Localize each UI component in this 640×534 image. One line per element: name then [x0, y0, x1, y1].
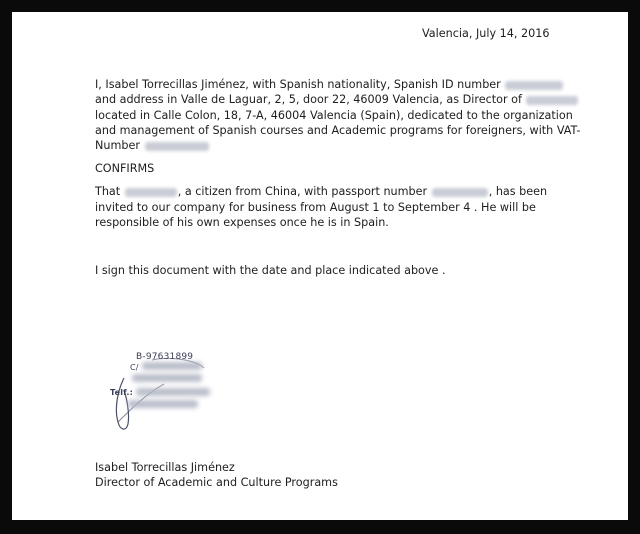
para2-line3: responsible of his own expenses once he is in Spain.	[95, 216, 389, 229]
company-stamp	[100, 350, 220, 440]
signatory-title: Director of Academic and Culture Programs	[95, 476, 338, 489]
para1-line3: located in Calle Colon, 18, 7-A, 46004 Valencia (Spain), dedicated to the organization	[95, 109, 573, 122]
para2-line2: invited to our company for business from August 1 to September 4 . He will be	[95, 201, 536, 214]
letter-page	[12, 12, 628, 520]
stamp-line2-blur	[132, 374, 202, 382]
para2-has-been: , has been	[488, 185, 548, 198]
para1-line5-text: Number	[95, 139, 140, 152]
redacted-company-name	[526, 96, 578, 105]
confirms-heading: CONFIRMS	[95, 162, 155, 175]
stamp-address-label: C/	[130, 363, 139, 372]
para2-that: That	[95, 185, 121, 198]
signatory-name: Isabel Torrecillas Jiménez	[95, 461, 235, 474]
closing-line: I sign this document with the date and place indicated above .	[95, 264, 446, 277]
stamp-tel-label: Telf.:	[110, 388, 134, 397]
para2-citizen-text: , a citizen from China, with passport number	[177, 185, 428, 198]
para1-line5	[95, 138, 210, 154]
stamp-number: B-97631899	[136, 352, 194, 362]
place-date: Valencia, July 14, 2016	[422, 27, 550, 40]
para1-line1-text: I, Isabel Torrecillas Jiménez, with Spanish nationality, Spanish ID number	[95, 78, 501, 91]
redacted-passport-number	[432, 188, 488, 197]
para1-line2	[95, 92, 579, 108]
redacted-vat-number	[145, 142, 209, 151]
para2-line1	[95, 184, 547, 200]
para1-line1	[95, 77, 564, 93]
redacted-id-number	[505, 81, 563, 90]
para1-line2-text: and address in Valle de Laguar, 2, 5, door 22, 46009 Valencia, as Director of	[95, 93, 522, 106]
stamp-address-blur	[142, 362, 202, 370]
stamp-tel-blur	[136, 388, 210, 396]
redacted-person-name	[125, 188, 177, 197]
stamp-email-blur	[128, 400, 198, 408]
para1-line4: and management of Spanish courses and Academic programs for foreigners, with VAT-	[95, 124, 581, 137]
